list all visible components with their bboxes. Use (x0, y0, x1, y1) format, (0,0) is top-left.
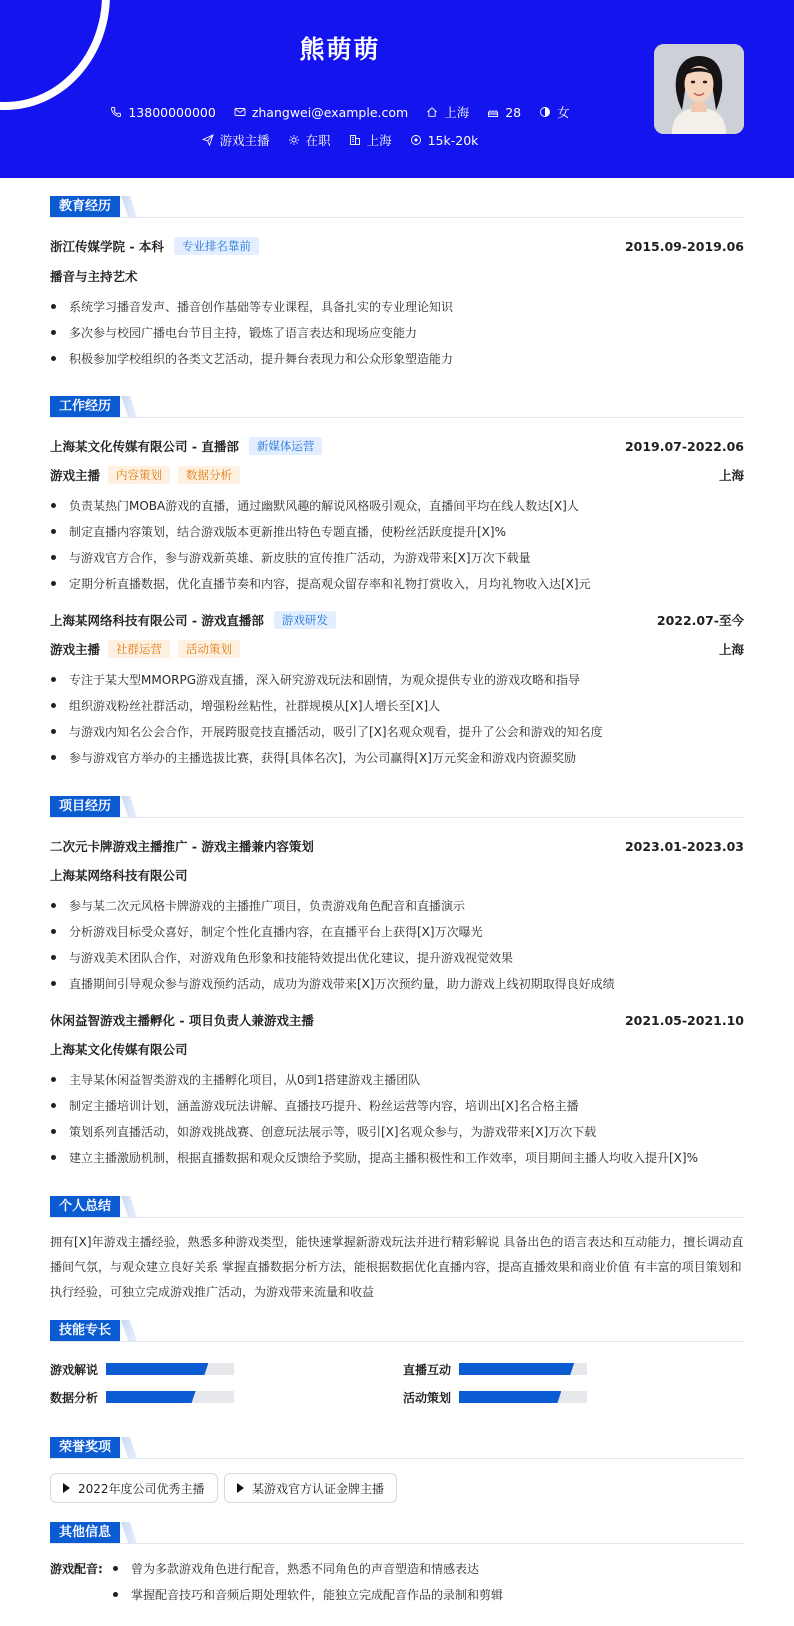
bullet-dot (51, 555, 56, 560)
bullet-dot (51, 903, 56, 908)
play-icon (237, 1483, 244, 1493)
job-row (0, 131, 680, 149)
bullet-text: 参与某二次元风格卡牌游戏的主播推广项目，负责游戏角色配音和直播演示 (69, 898, 466, 913)
list-item (50, 1095, 744, 1115)
skill-bar-fill (106, 1391, 196, 1403)
major-name: 播音与主持艺术 (50, 269, 138, 284)
bullet-text: 参与游戏官方举办的主播选拔比赛，获得[具体名次]，为公司赢得[X]万元奖金和游戏内资源奖励 (69, 750, 576, 765)
job-role: 游戏主播 (50, 468, 101, 483)
title-tail (121, 396, 137, 417)
job-text: 游戏主播 (219, 133, 270, 148)
skill-name: 直播互动 (403, 1362, 452, 1377)
gender-item (539, 103, 570, 121)
title-tail (121, 1522, 137, 1543)
award-text: 2022年度公司优秀主播 (78, 1481, 205, 1496)
skill-bar (106, 1363, 234, 1375)
list-item (50, 495, 744, 515)
education-section (50, 196, 744, 366)
title-tail (121, 1437, 137, 1458)
section-heading (50, 1196, 744, 1218)
bullet-text: 与游戏官方合作，参与游戏新英雄、新皮肤的宣传推广活动，为游戏带来[X]万次下载量 (69, 550, 531, 565)
work-section (50, 396, 744, 765)
list-item (50, 521, 744, 541)
email-text: zhangwei@example.com (251, 104, 409, 120)
bullet-dot (113, 1566, 118, 1571)
skill-tag: 活动策划 (178, 640, 240, 658)
dept-badge: 游戏研发 (274, 611, 336, 629)
skill-bar (459, 1391, 587, 1403)
project-company: 上海某网络科技有限公司 (50, 868, 188, 883)
school-name: 浙江传媒学院 - 本科 (50, 239, 164, 254)
project-header (50, 1010, 744, 1030)
bullet-text: 系统学习播音发声、播音创作基础等专业课程，具备扎实的专业理论知识 (69, 299, 454, 314)
job-date: 2022.07-至今 (656, 613, 744, 628)
bullet-dot (51, 1077, 56, 1082)
bullet-dot (51, 529, 56, 534)
section-heading (50, 1320, 744, 1342)
bullet-text: 建立主播激励机制，根据直播数据和观众反馈给予奖励，提高主播积极性和工作效率，项目期间主播人均收入提升[X]% (69, 1150, 698, 1165)
skill-item (403, 1359, 587, 1379)
bullet-text: 策划系列直播活动，如游戏挑战赛、创意玩法展示等，吸引[X]名观众参与，为游戏带来[X]万次下载 (69, 1124, 597, 1139)
list-item (50, 547, 744, 567)
education-header (50, 236, 744, 256)
skill-item (50, 1387, 234, 1407)
bullet-text: 积极参加学校组织的各类文艺活动，提升舞台表现力和公众形象塑造能力 (69, 351, 454, 366)
age-text: 28 (505, 104, 522, 120)
major-line (50, 266, 744, 286)
project-company-line (50, 865, 744, 885)
project-company: 上海某文化传媒有限公司 (50, 1042, 188, 1057)
section-heading (50, 196, 744, 218)
bullet-dot (51, 729, 56, 734)
home-item (426, 103, 469, 121)
skill-bar-fill (459, 1391, 561, 1403)
project-name: 休闲益智游戏主播孵化 - 项目负责人兼游戏主播 (50, 1013, 314, 1028)
title-tail (121, 1196, 137, 1217)
bullet-dot (51, 304, 56, 309)
email-item[interactable] (234, 103, 408, 121)
building-icon (349, 134, 361, 146)
education-date: 2015.09-2019.06 (624, 238, 744, 254)
job-role-line (50, 465, 744, 485)
phone-icon (110, 106, 122, 118)
bullet-text: 掌握配音技巧和音频后期处理软件，能独立完成配音作品的录制和剪辑 (131, 1587, 504, 1602)
list-item (50, 947, 744, 967)
gender-icon (539, 106, 551, 118)
list-item (50, 296, 744, 316)
bullet-dot (51, 703, 56, 708)
contact-row (0, 103, 680, 121)
phone-item[interactable] (110, 103, 215, 121)
bullet-dot (51, 677, 56, 682)
skill-name: 游戏解说 (50, 1362, 99, 1377)
other-section (50, 1522, 744, 1602)
section-title: 其他信息 (50, 1522, 120, 1543)
section-heading (50, 1437, 744, 1459)
company-name: 上海某文化传媒有限公司 - 直播部 (50, 439, 239, 454)
job-city: 上海 (718, 468, 744, 483)
section-heading (50, 1522, 744, 1544)
status-item (288, 131, 331, 149)
company-name: 上海某网络科技有限公司 - 游戏直播部 (50, 613, 264, 628)
list-item (112, 1584, 744, 1604)
job-date: 2019.07-2022.06 (624, 438, 744, 454)
bullet-text: 负责某热门MOBA游戏的直播，通过幽默风趣的解说风格吸引观众，直播间平均在线人数达[X]人 (69, 498, 579, 513)
coin-icon (410, 134, 422, 146)
job-item (202, 131, 270, 149)
award-text: 某游戏官方认证金牌主播 (252, 1481, 385, 1496)
status-text: 在职 (305, 133, 331, 148)
city-text: 上海 (366, 133, 392, 148)
list-item (50, 1121, 744, 1141)
bullet-dot (113, 1592, 118, 1597)
skills-section (50, 1320, 744, 1405)
section-title: 个人总结 (50, 1196, 120, 1217)
salary-item (410, 131, 479, 149)
list-item (50, 669, 744, 689)
section-title: 技能专长 (50, 1320, 120, 1341)
job-role-line (50, 639, 744, 659)
skill-bar-fill (459, 1363, 574, 1375)
section-heading (50, 796, 744, 818)
list-item (50, 348, 744, 368)
bullet-dot (51, 356, 56, 361)
skill-bar (106, 1391, 234, 1403)
list-item (112, 1558, 744, 1578)
bullet-text: 与游戏美术团队合作，对游戏角色形象和技能特效提出优化建议，提升游戏视觉效果 (69, 950, 514, 965)
bullet-dot (51, 1129, 56, 1134)
dept-badge: 新媒体运营 (249, 437, 323, 455)
bullet-text: 制定主播培训计划，涵盖游戏玩法讲解、直播技巧提升、粉丝运营等内容，培训出[X]名合格主播 (69, 1098, 579, 1113)
summary-text: 拥有[X]年游戏主播经验，熟悉多种游戏类型，能快速掌握新游戏玩法并进行精彩解说 具备出色的语言表达和互动能力，擅长调动直播间气氛，与观众建立良好关系 掌握直播数据分析方法，能根据数据优化直播内容，提高直播效果和商业价值 有丰富的项目策划和执行经验，可独立完成游戏推广活动，为游戏带来流量和收益 (50, 1235, 744, 1299)
title-tail (121, 1320, 137, 1341)
award-item (50, 1473, 218, 1503)
list-item (50, 573, 744, 593)
other-label: 游戏配音: (50, 1562, 103, 1576)
bullet-text: 多次参与校园广播电台节目主持，锻炼了语言表达和现场应变能力 (69, 325, 418, 340)
award-item (224, 1473, 397, 1503)
send-icon (202, 134, 214, 146)
section-title: 教育经历 (50, 196, 120, 217)
skill-item (403, 1387, 587, 1407)
play-icon (63, 1483, 70, 1493)
list-item (50, 1069, 744, 1089)
bullet-dot (51, 503, 56, 508)
home-icon (426, 106, 438, 118)
skill-item (50, 1359, 234, 1379)
list-item (50, 322, 744, 342)
awards-section (50, 1437, 744, 1496)
skill-tag: 数据分析 (178, 466, 240, 484)
section-title: 荣誉奖项 (50, 1437, 120, 1458)
title-tail (121, 196, 137, 217)
bullet-dot (51, 981, 56, 986)
list-item (50, 973, 744, 993)
skill-tag: 内容策划 (108, 466, 170, 484)
projects-section (50, 796, 744, 1165)
project-header (50, 836, 744, 856)
bullet-text: 专注于某大型MMORPG游戏直播，深入研究游戏玩法和剧情，为观众提供专业的游戏攻略和指导 (69, 672, 581, 687)
job-header (50, 610, 744, 630)
bullet-text: 定期分析直播数据，优化直播节奏和内容，提高观众留存率和礼物打赏收入，月均礼物收入达[X]元 (69, 576, 591, 591)
bullet-dot (51, 1103, 56, 1108)
skill-name: 数据分析 (50, 1390, 99, 1405)
age-icon (487, 106, 499, 118)
job-role: 游戏主播 (50, 642, 101, 657)
skill-bar-fill (106, 1363, 208, 1375)
rank-badge: 专业排名靠前 (174, 237, 259, 255)
list-item (50, 921, 744, 941)
age-item (487, 103, 521, 121)
list-item (50, 721, 744, 741)
section-title: 工作经历 (50, 396, 120, 417)
bullet-dot (51, 755, 56, 760)
bullet-text: 直播期间引导观众参与游戏预约活动，成功为游戏带来[X]万次预约量，助力游戏上线初期取得良好成绩 (69, 976, 615, 991)
project-date: 2023.01-2023.03 (624, 838, 744, 854)
list-item (50, 747, 744, 767)
candidate-name: 熊萌萌 (299, 35, 381, 64)
avatar (654, 44, 744, 134)
home-text: 上海 (444, 105, 470, 120)
skill-name: 活动策划 (403, 1390, 452, 1405)
skill-bar (459, 1363, 587, 1375)
list-item (50, 895, 744, 915)
section-title: 项目经历 (50, 796, 120, 817)
bullet-text: 组织游戏粉丝社群活动，增强粉丝粘性，社群规模从[X]人增长至[X]人 (69, 698, 441, 713)
title-tail (121, 796, 137, 817)
job-city: 上海 (718, 642, 744, 657)
project-date: 2021.05-2021.10 (624, 1012, 744, 1028)
bullet-dot (51, 581, 56, 586)
project-name: 二次元卡牌游戏主播推广 - 游戏主播兼内容策划 (50, 839, 314, 854)
bullet-text: 制定直播内容策划，结合游戏版本更新推出特色专题直播，使粉丝活跃度提升[X]% (69, 524, 506, 539)
salary-text: 15k-20k (427, 132, 479, 148)
list-item (50, 1147, 744, 1167)
email-icon (234, 106, 246, 118)
skill-tag: 社群运营 (108, 640, 170, 658)
bullet-dot (51, 1155, 56, 1160)
summary-section (50, 1196, 744, 1299)
bullet-dot (51, 330, 56, 335)
job-header (50, 436, 744, 456)
project-company-line (50, 1039, 744, 1059)
section-heading (50, 396, 744, 418)
gender-text: 女 (557, 105, 570, 120)
gear-icon (288, 134, 300, 146)
bullet-dot (51, 955, 56, 960)
city-item (349, 131, 392, 149)
bullet-dot (51, 929, 56, 934)
bullet-text: 曾为多款游戏角色进行配音，熟悉不同角色的声音塑造和情感表达 (131, 1561, 480, 1576)
list-item (50, 695, 744, 715)
bullet-text: 分析游戏目标受众喜好，制定个性化直播内容，在直播平台上获得[X]万次曝光 (69, 924, 483, 939)
bullet-text: 与游戏内知名公会合作，开展跨服竞技直播活动，吸引了[X]名观众观看，提升了公会和游戏的知名度 (69, 724, 603, 739)
resume-header (0, 0, 794, 178)
bullet-text: 主导某休闲益智类游戏的主播孵化项目，从0到1搭建游戏主播团队 (69, 1072, 421, 1087)
phone-text: 13800000000 (128, 104, 216, 120)
